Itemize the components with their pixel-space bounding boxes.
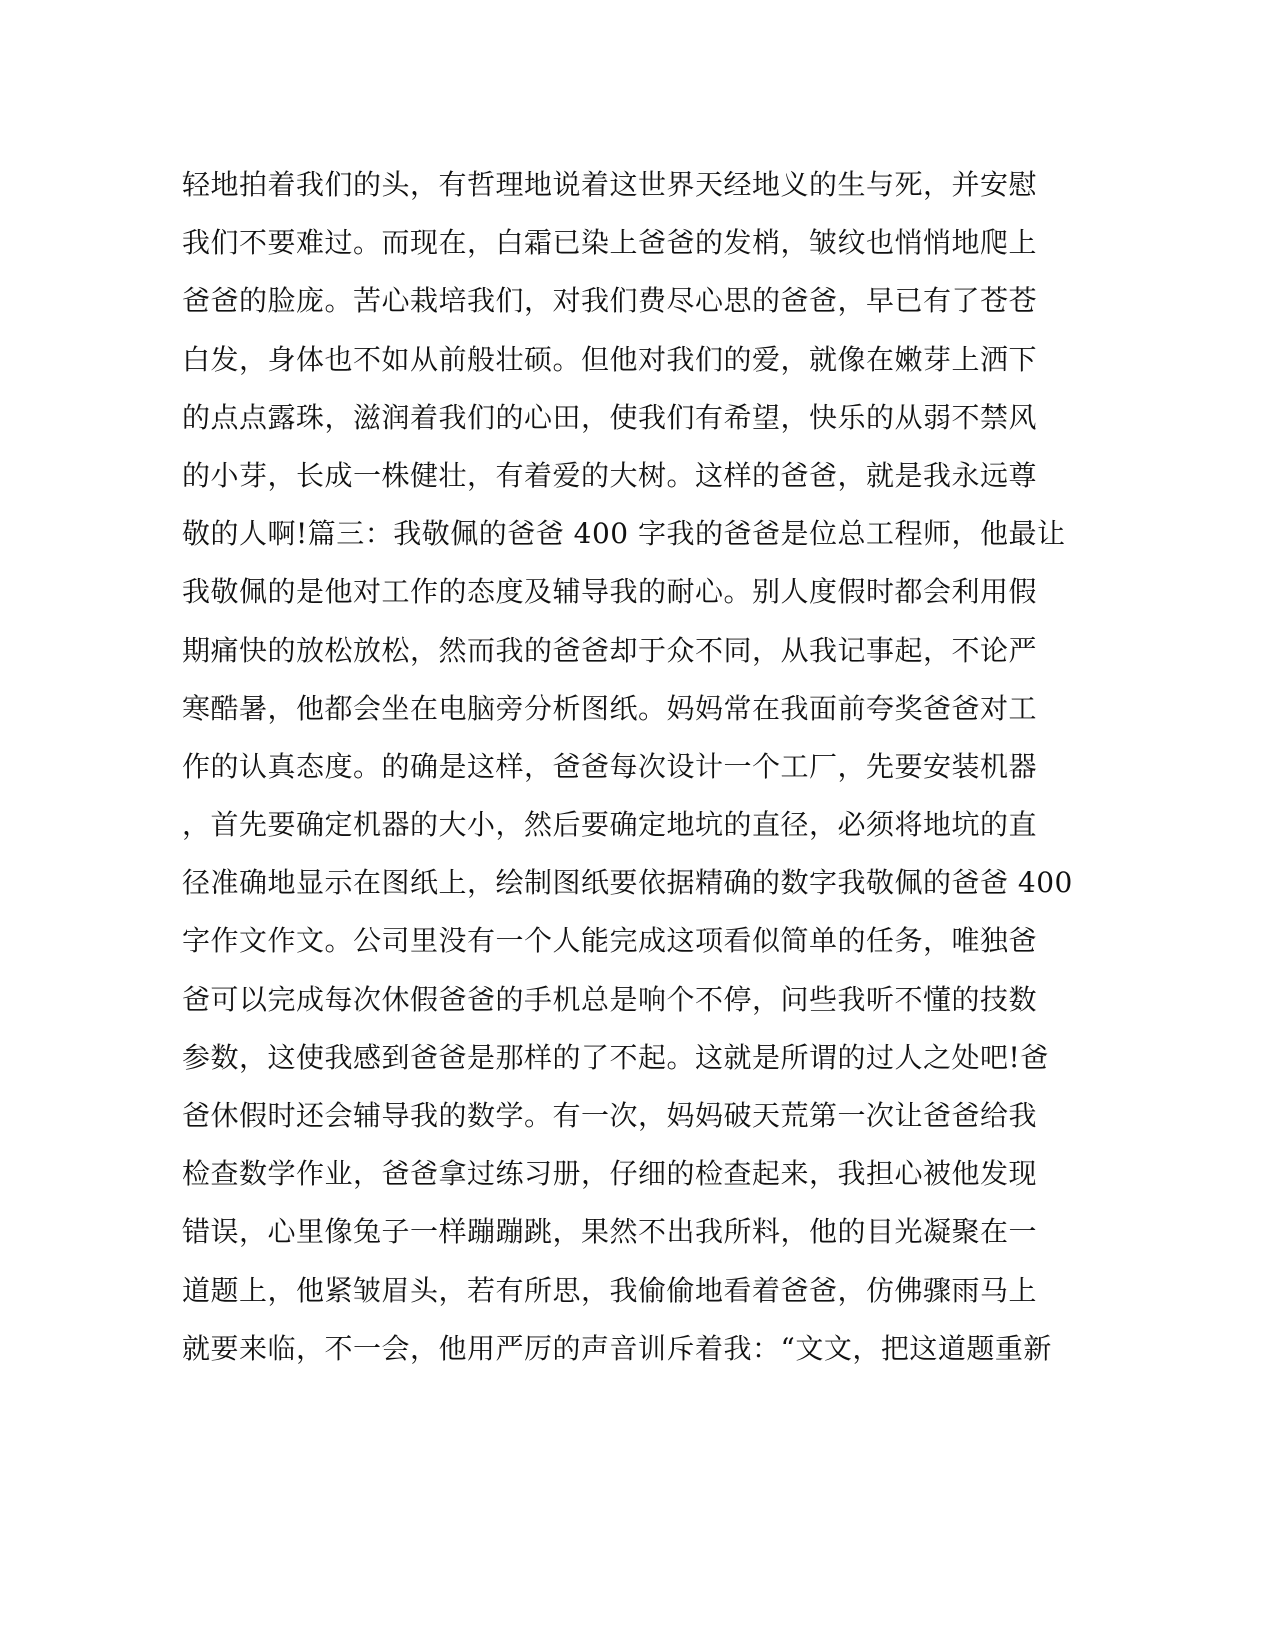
text-line: 字作文作文。公司里没有一个人能完成这项看似简单的任务，唯独爸 (182, 924, 1038, 958)
text-line: 道题上，他紧皱眉头，若有所思，我偷偷地看着爸爸，仿佛骤雨马上 (182, 1273, 1038, 1307)
text-line: 我们不要难过。而现在，白霜已染上爸爸的发梢，皱纹也悄悄地爬上 (182, 226, 1038, 260)
text-line: ，首先要确定机器的大小，然后要确定地坑的直径，必须将地坑的直 (182, 808, 1038, 842)
text-line: 我敬佩的是他对工作的态度及辅导我的耐心。别人度假时都会利用假 (182, 575, 1038, 609)
text-line: 爸可以完成每次休假爸爸的手机总是响个不停，问些我听不懂的技数 (182, 982, 1038, 1016)
text-line: 爸爸的脸庞。苦心栽培我们，对我们费尽心思的爸爸，早已有了苍苍 (182, 284, 1038, 318)
text-line: 的点点露珠，滋润着我们的心田，使我们有希望，快乐的从弱不禁风 (182, 400, 1038, 434)
text-line: 参数，这使我感到爸爸是那样的了不起。这就是所谓的过人之处吧!爸 (182, 1040, 1049, 1074)
text-line: 寒酷暑，他都会坐在电脑旁分析图纸。妈妈常在我面前夸奖爸爸对工 (182, 691, 1038, 725)
text-line: 期痛快的放松放松，然而我的爸爸却于众不同，从我记事起，不论严 (182, 633, 1038, 667)
text-line: 的小芽，长成一株健壮，有着爱的大树。这样的爸爸，就是我永远尊 (182, 458, 1038, 492)
text-line: 轻地拍着我们的头，有哲理地说着这世界天经地义的生与死，并安慰 (182, 168, 1038, 201)
text-line: 错误，心里像兔子一样蹦蹦跳，果然不出我所料，他的目光凝聚在一 (182, 1215, 1038, 1249)
body-text (182, 156, 1073, 1378)
text-line: 检查数学作业，爸爸拿过练习册，仔细的检查起来，我担心被他发现 (182, 1157, 1038, 1191)
text-line: 径准确地显示在图纸上，绘制图纸要依据精确的数字我敬佩的爸爸 400 (182, 866, 1073, 900)
text-line: 就要来临，不一会，他用严厉的声音训斥着我：“文文，把这道题重新 (182, 1331, 1052, 1365)
text-line: 白发，身体也不如从前般壮硕。但他对我们的爱，就像在嫩芽上洒下 (182, 342, 1038, 376)
text-line: 爸休假时还会辅导我的数学。有一次，妈妈破天荒第一次让爸爸给我 (182, 1099, 1038, 1132)
text-line: 作的认真态度。的确是这样，爸爸每次设计一个工厂，先要安装机器 (182, 749, 1038, 783)
text-line: 敬的人啊!篇三：我敬佩的爸爸 400 字我的爸爸是位总工程师，他最让 (182, 517, 1066, 551)
